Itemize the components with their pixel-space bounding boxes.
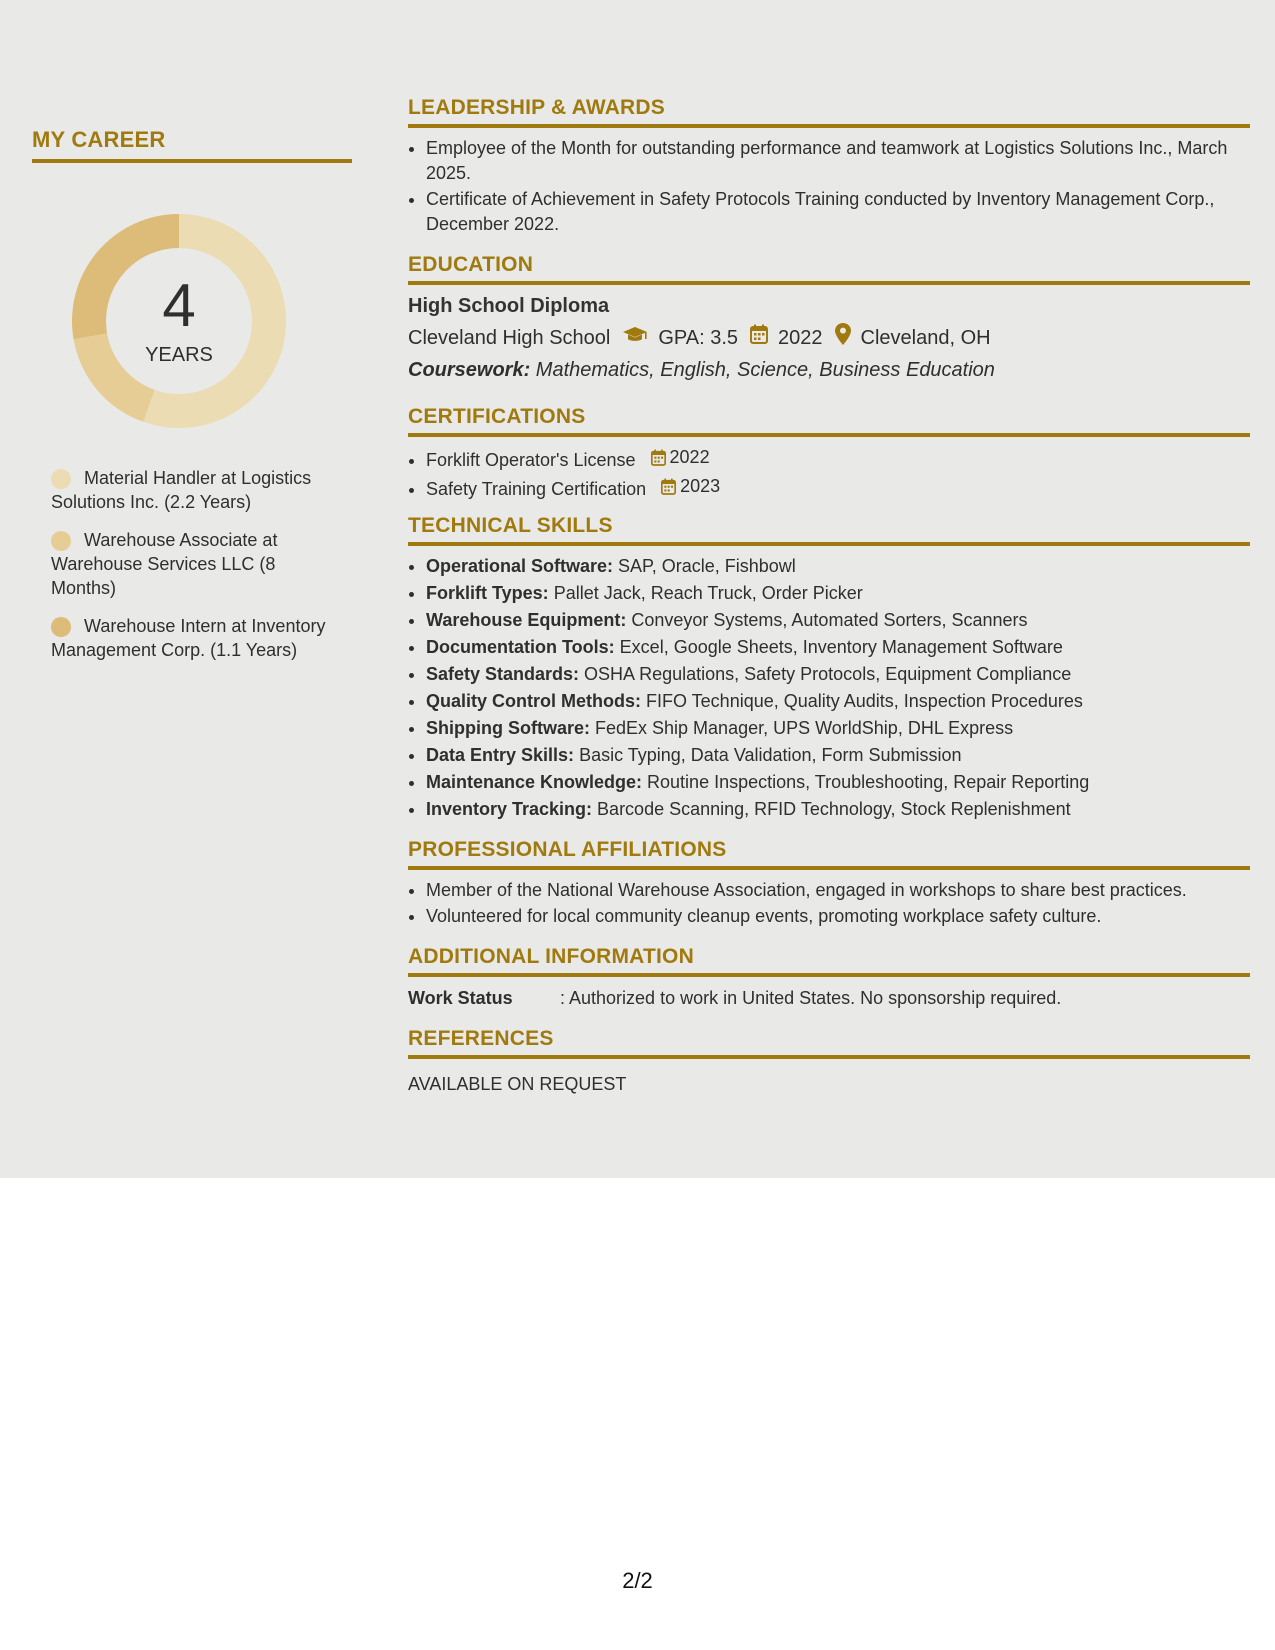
legend-label: Material Handler at Logistics Solutions Inc. (2.2 Years) <box>51 468 312 512</box>
calendar-icon <box>750 324 768 352</box>
coursework-label: Coursework: <box>408 359 531 381</box>
skill-values: FIFO Technique, Quality Audits, Inspection Procedures <box>641 691 1083 711</box>
certifications-title: CERTIFICATIONS <box>408 405 586 428</box>
career-legend <box>51 466 341 676</box>
certification-name: Safety Training Certification <box>426 479 647 499</box>
legend-label: Warehouse Associate at Warehouse Services LLC (8 Months) <box>51 530 278 598</box>
skill-category: Warehouse Equipment: <box>426 610 627 630</box>
additional-section <box>408 943 1250 1011</box>
skill-values: Basic Typing, Data Validation, Form Submission <box>574 745 962 765</box>
skill-values: Pallet Jack, Reach Truck, Order Picker <box>548 583 863 603</box>
section-rule <box>408 866 1250 870</box>
career-donut-chart <box>64 206 294 436</box>
career-title: MY CAREER <box>32 127 166 152</box>
career-rule <box>32 159 352 163</box>
skill-category: Forklift Types: <box>426 583 549 603</box>
section-rule <box>408 281 1250 285</box>
legend-dot <box>51 531 71 551</box>
skill-item <box>426 662 1250 687</box>
legend-dot <box>51 617 71 637</box>
legend-item <box>51 614 341 662</box>
list-item: • Certificate of Achievement in Safety Protocols Training conducted by Inventory Management Corp., December 2022. <box>426 187 1250 237</box>
map-pin-icon <box>835 323 851 353</box>
calendar-icon <box>651 449 666 466</box>
skill-item <box>426 635 1250 660</box>
skill-category: Shipping Software: <box>426 718 590 738</box>
affiliations-title: PROFESSIONAL AFFILIATIONS <box>408 838 727 861</box>
education-school: Cleveland High School <box>408 327 611 349</box>
certification-date <box>661 474 720 499</box>
work-status-value: : Authorized to work in United States. No sponsorship required. <box>560 988 1062 1008</box>
legend-item <box>51 528 341 600</box>
list-item: • Volunteered for local community cleanup events, promoting workplace safety culture. <box>426 904 1250 929</box>
references-text: AVAILABLE ON REQUEST <box>408 1074 627 1094</box>
graduation-cap-icon <box>622 324 648 352</box>
skill-values: Barcode Scanning, RFID Technology, Stock Replenishment <box>592 799 1071 819</box>
education-degree: High School Diploma <box>408 295 610 317</box>
affiliations-section <box>408 836 1250 929</box>
skill-item <box>426 770 1250 795</box>
list-item <box>426 474 1250 502</box>
work-status-label: Work Status <box>408 988 513 1008</box>
additional-title: ADDITIONAL INFORMATION <box>408 945 694 968</box>
education-meta <box>408 323 1250 353</box>
skill-category: Data Entry Skills: <box>426 745 575 765</box>
skill-values: SAP, Oracle, Fishbowl <box>613 556 796 576</box>
donut-center <box>64 206 294 436</box>
legend-item <box>51 466 341 514</box>
section-rule <box>408 973 1250 977</box>
skill-item <box>426 554 1250 579</box>
career-total-unit: YEARS <box>145 344 213 366</box>
education-gpa: GPA: 3.5 <box>658 327 739 349</box>
references-section <box>408 1025 1250 1097</box>
section-rule <box>408 1055 1250 1059</box>
certifications-list <box>408 445 1250 502</box>
calendar-icon <box>661 478 676 495</box>
leadership-section <box>408 94 1250 237</box>
skill-values: Conveyor Systems, Automated Sorters, Scanners <box>626 610 1028 630</box>
certifications-section <box>408 403 1250 502</box>
certification-name: Forklift Operator's License <box>426 450 636 470</box>
education-coursework <box>408 355 1250 385</box>
legend-dot <box>51 469 71 489</box>
coursework-value: Mathematics, English, Science, Business Education <box>530 359 995 381</box>
skill-item <box>426 716 1250 741</box>
section-rule <box>408 433 1250 437</box>
skill-item <box>426 608 1250 633</box>
education-title: EDUCATION <box>408 253 534 276</box>
skill-values: OSHA Regulations, Safety Protocols, Equipment Compliance <box>579 664 1072 684</box>
certification-year: 2023 <box>680 476 721 496</box>
education-section <box>408 251 1250 385</box>
skill-values: Excel, Google Sheets, Inventory Management Software <box>614 637 1063 657</box>
affiliations-list <box>408 878 1250 929</box>
skill-category: Operational Software: <box>426 556 614 576</box>
career-total-years: 4 <box>162 272 196 339</box>
skill-category: Maintenance Knowledge: <box>426 772 643 792</box>
work-status-row <box>408 985 1250 1011</box>
skill-item <box>426 743 1250 768</box>
education-location: Cleveland, OH <box>860 327 991 349</box>
career-column <box>32 126 352 660</box>
skill-values: FedEx Ship Manager, UPS WorldShip, DHL Express <box>590 718 1014 738</box>
references-title: REFERENCES <box>408 1027 554 1050</box>
list-item <box>426 445 1250 473</box>
legend-label: Warehouse Intern at Inventory Management Corp. (1.1 Years) <box>51 616 326 660</box>
leadership-title: LEADERSHIP & AWARDS <box>408 96 665 119</box>
section-rule <box>408 542 1250 546</box>
skill-category: Quality Control Methods: <box>426 691 641 711</box>
list-item: • Employee of the Month for outstanding performance and teamwork at Logistics Solutions Inc., March 2025. <box>426 136 1250 186</box>
page-number: 2/2 <box>622 1568 653 1593</box>
skills-section <box>408 512 1250 822</box>
section-rule <box>408 124 1250 128</box>
skill-item <box>426 797 1250 822</box>
skill-category: Safety Standards: <box>426 664 580 684</box>
skill-values: Routine Inspections, Troubleshooting, Repair Reporting <box>642 772 1090 792</box>
skills-title: TECHNICAL SKILLS <box>408 514 613 537</box>
main-column <box>408 94 1250 1097</box>
skills-list <box>408 554 1250 822</box>
certification-date <box>651 445 710 470</box>
leadership-list <box>408 136 1250 237</box>
skill-item <box>426 689 1250 714</box>
skill-category: Documentation Tools: <box>426 637 615 657</box>
skill-item <box>426 581 1250 606</box>
certification-year: 2022 <box>669 447 710 467</box>
list-item: • Member of the National Warehouse Association, engaged in workshops to share best practices. <box>426 878 1250 903</box>
education-year: 2022 <box>778 327 823 349</box>
skill-category: Inventory Tracking: <box>426 799 593 819</box>
